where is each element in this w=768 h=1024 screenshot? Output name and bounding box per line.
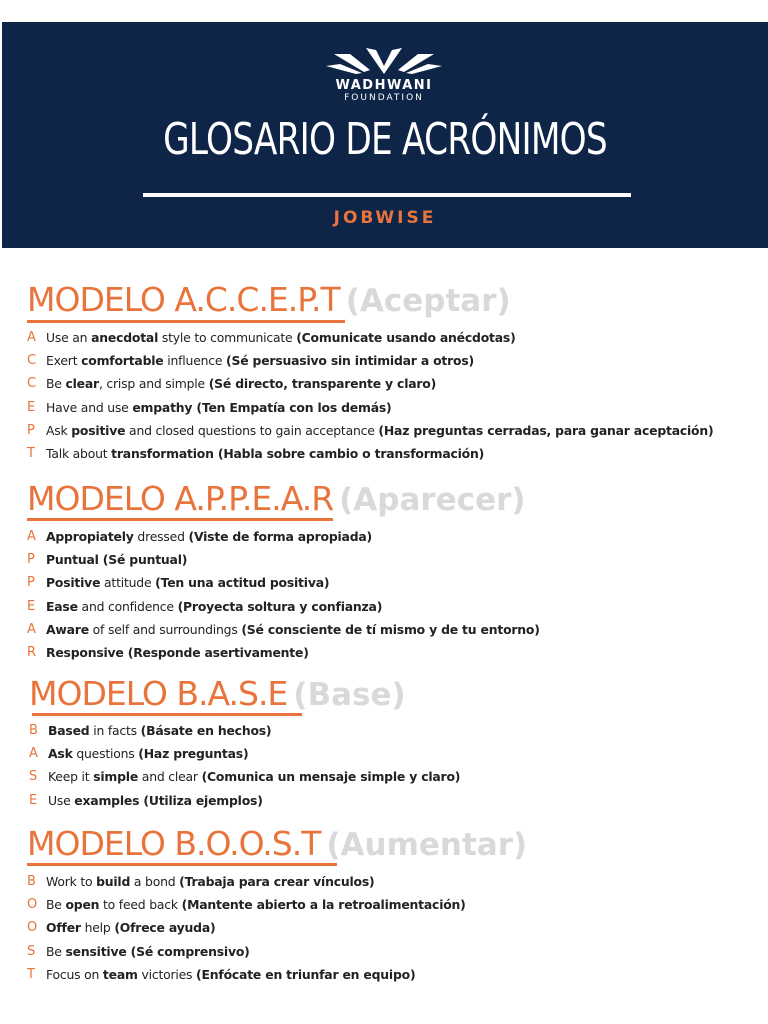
item-text: Focus on team victories (Enfócate en triunfar en equipo) — [46, 966, 416, 982]
list-item — [27, 396, 713, 419]
page-subtitle: JOBWISE — [333, 208, 437, 228]
acronym-letter: E — [27, 598, 36, 614]
acronym-letter: B — [27, 874, 36, 890]
list-item — [27, 870, 527, 893]
list-item — [27, 442, 713, 465]
acronym-letter: A — [27, 621, 36, 637]
item-text: Be clear, crisp and simple (Sé directo, transparente y claro) — [46, 376, 437, 392]
acronym-letter: P — [27, 575, 35, 591]
list-item — [29, 742, 460, 765]
acronym-letter: T — [27, 966, 35, 982]
acronym-letter: P — [27, 552, 35, 568]
acronym-letter: A — [27, 529, 36, 545]
acronym-letter: B — [29, 723, 38, 739]
acronym-letter: S — [27, 943, 36, 959]
list-item — [27, 326, 713, 349]
list-item — [27, 963, 527, 986]
acronym-list — [29, 719, 460, 812]
acronym-letter: S — [29, 769, 38, 785]
list-item — [27, 349, 713, 372]
item-text: Be sensitive (Sé comprensivo) — [46, 943, 250, 959]
foundation-logo — [322, 46, 446, 103]
item-text: Positive attitude (Ten una actitud positiva) — [46, 575, 330, 591]
section-title: MODELO B.O.O.S.T — [27, 824, 321, 863]
acronym-letter: C — [27, 353, 37, 369]
acronym-letter: O — [27, 897, 38, 913]
section-translation: (Aumentar) — [326, 827, 528, 863]
list-item — [27, 595, 540, 618]
list-item — [29, 789, 460, 812]
list-item — [27, 940, 527, 963]
logo-name: WADHWANI — [335, 78, 433, 93]
list-item — [27, 571, 540, 594]
title-underline — [143, 193, 631, 197]
item-text: Responsive (Responde asertivamente) — [46, 645, 309, 661]
section-translation: (Aceptar) — [345, 283, 511, 319]
acronym-letter: R — [27, 645, 37, 661]
wings-icon — [326, 46, 442, 76]
section-base — [29, 674, 460, 812]
section-underline — [32, 713, 302, 716]
list-item — [27, 893, 527, 916]
section-underline — [27, 518, 333, 521]
section-translation: (Aparecer) — [339, 482, 526, 518]
section-title: MODELO A.C.C.E.P.T — [27, 280, 340, 319]
list-item — [29, 719, 460, 742]
page-title: GLOSARIO DE ACRÓNIMOS — [163, 114, 607, 165]
item-text: Be open to feed back (Mantente abierto a la retroalimentación) — [46, 897, 466, 913]
item-text: Puntual (Sé puntual) — [46, 552, 188, 568]
acronym-letter: E — [27, 399, 36, 415]
section-boost — [27, 824, 527, 986]
item-text: Ask positive and closed questions to gain acceptance (Haz preguntas cerradas, para ganar aceptación) — [46, 422, 714, 438]
section-heading — [29, 674, 460, 720]
item-text: Ease and confidence (Proyecta soltura y confianza) — [46, 598, 383, 614]
item-text: Work to build a bond (Trabaja para crear vínculos) — [46, 874, 375, 890]
acronym-letter: A — [27, 330, 36, 346]
item-text: Ask questions (Haz preguntas) — [48, 746, 249, 762]
section-accept — [27, 280, 713, 465]
section-title: MODELO B.A.S.E — [29, 674, 288, 713]
section-translation: (Base) — [293, 677, 406, 713]
list-item — [27, 372, 713, 395]
list-item — [27, 618, 540, 641]
item-text: Offer help (Ofrece ayuda) — [46, 920, 216, 936]
section-underline — [27, 863, 337, 866]
acronym-list — [27, 870, 527, 986]
logo-subtitle: FOUNDATION — [344, 93, 424, 103]
item-text: Use an anecdotal style to communicate (Comunicate usando anécdotas) — [46, 330, 516, 346]
item-text: Based in facts (Básate en hechos) — [48, 723, 272, 739]
acronym-letter: T — [27, 446, 35, 462]
acronym-letter: A — [29, 746, 38, 762]
section-appear — [27, 479, 540, 664]
acronym-letter: P — [27, 422, 35, 438]
acronym-list — [27, 525, 540, 664]
acronym-letter: C — [27, 376, 37, 392]
list-item — [29, 765, 460, 788]
section-heading — [27, 280, 713, 326]
section-heading — [27, 824, 527, 870]
acronym-letter: E — [29, 792, 38, 808]
list-item — [27, 548, 540, 571]
item-text: Have and use empathy (Ten Empatía con los demás) — [46, 399, 392, 415]
list-item — [27, 419, 713, 442]
item-text: Keep it simple and clear (Comunica un mensaje simple y claro) — [48, 769, 461, 785]
acronym-letter: O — [27, 920, 38, 936]
item-text: Use examples (Utiliza ejemplos) — [48, 792, 263, 808]
item-text: Exert comfortable influence (Sé persuasivo sin intimidar a otros) — [46, 353, 474, 369]
list-item — [27, 525, 540, 548]
item-text: Aware of self and surroundings (Sé consciente de tí mismo y de tu entorno) — [46, 621, 540, 637]
section-underline — [27, 320, 345, 323]
list-item — [27, 641, 540, 664]
list-item — [27, 916, 527, 939]
section-title: MODELO A.P.P.E.A.R — [27, 479, 334, 518]
header-banner — [2, 22, 768, 248]
section-heading — [27, 479, 540, 525]
item-text: Talk about transformation (Habla sobre cambio o transformación) — [46, 446, 485, 462]
acronym-list — [27, 326, 713, 465]
item-text: Appropiately dressed (Viste de forma apropiada) — [46, 529, 372, 545]
